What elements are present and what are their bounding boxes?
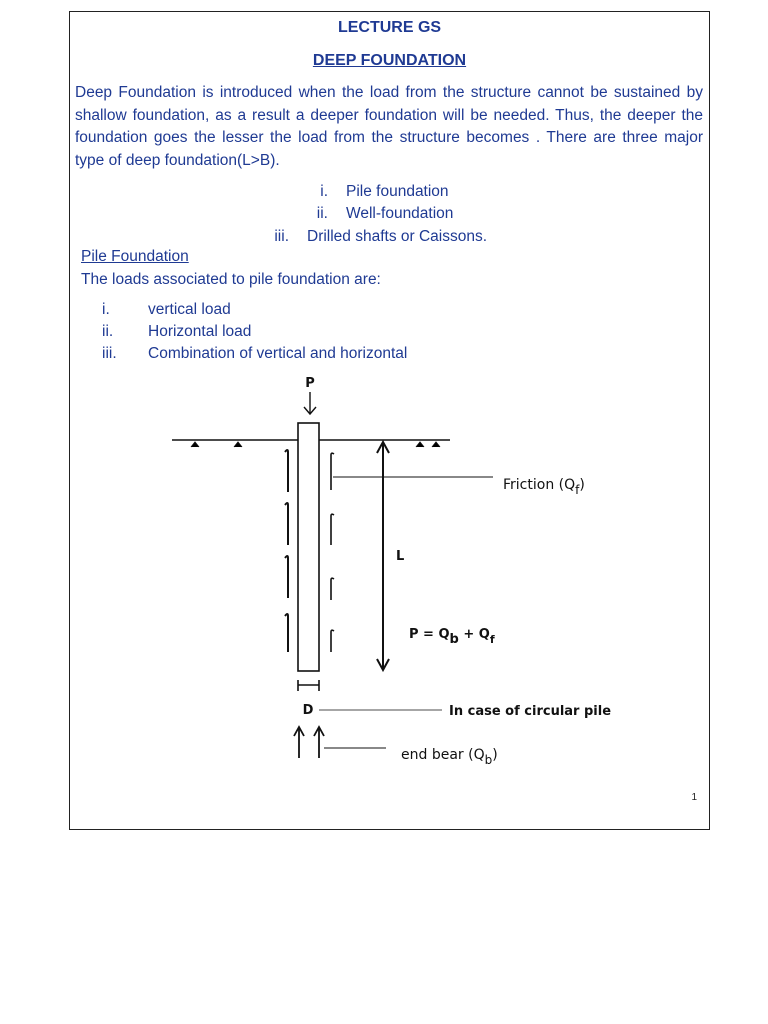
diameter-label: D [302,703,314,718]
friction-label: Friction (Qf) [503,477,585,497]
friction-arrows-left [285,450,288,652]
load-number: i. [102,301,110,318]
length-label: L [396,549,405,564]
diameter-dimension [298,680,319,691]
pile-shaft [298,423,319,671]
load-label: P [305,376,315,391]
end-bearing-arrows [294,727,324,758]
lecture-heading: LECTURE GS [337,19,442,36]
type-number: iii. [274,228,289,245]
load-number: ii. [102,323,114,340]
section-intro: The loads associated to pile foundation are: [81,271,381,288]
equation-label: $P = Qb + Q_f$ [409,627,495,647]
page-title: DEEP FOUNDATION [312,52,467,69]
type-label: Drilled shafts or Caissons. [307,228,488,245]
circular-pile-label: In case of circular pile [449,704,612,719]
type-label: Well-foundation [346,205,454,222]
type-label: Pile foundation [346,183,449,200]
pile-diagram [70,12,711,831]
load-label: Combination of vertical and horizontal [148,345,408,362]
section-heading: Pile Foundation [81,248,189,265]
load-number: iii. [102,345,117,362]
intro-paragraph: Deep Foundation is introduced when the load from the structure cannot be sustained by shallow foundation, as a result a deeper foundation will be needed. Thus, the deeper the foundation goes the lesser the load from the structure becomes . There are three major type of deep foundation(L>B). [75,84,703,169]
page-number: 1 [691,792,697,803]
end-bear-label: end bear (Qb) [401,747,498,767]
load-label: Horizontal load [148,323,252,340]
friction-arrows-right [331,453,334,652]
type-number: ii. [316,205,328,222]
load-label: vertical load [148,301,231,318]
document-page [69,11,710,830]
type-number: i. [320,183,328,200]
